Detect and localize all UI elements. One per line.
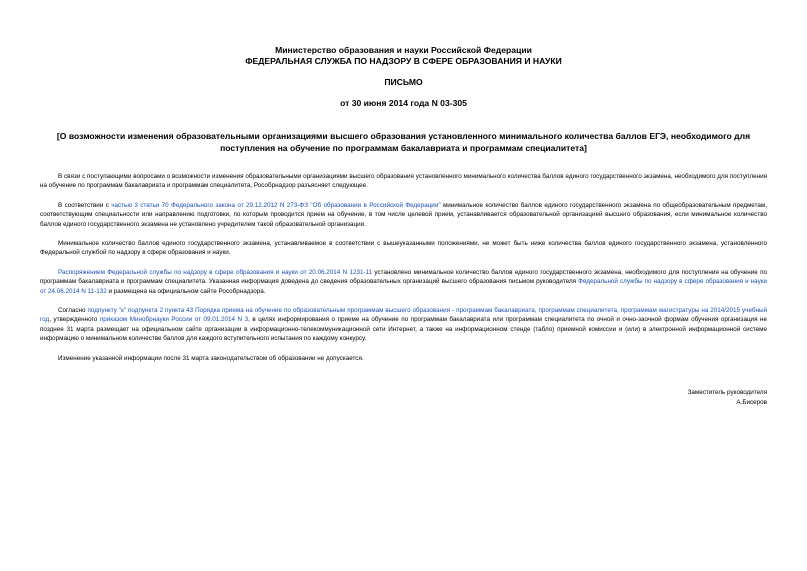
- paragraph-3: Минимальное количество баллов единого государственного экзамена, устанавливаемое в соответствии с вышеуказанными положениями, не может быть ниже количества баллов единого государственного экзамена, установленного Федеральной службой по надзору в сфере образования и науки.: [40, 240, 767, 257]
- paragraph-2-text-start: В соответствии с: [58, 201, 112, 209]
- letter-11-132-link[interactable]: Федеральной службы по надзору в сфере образования и науки от 24.06.2014 N 11-132: [40, 278, 767, 295]
- signatory-position: Заместитель руководителя: [687, 389, 767, 396]
- paragraph-1: В связи с поступающими вопросами о возможности изменения образовательными организациями высшего образования установленного минимального количества баллов единого государственного экзамена, необходимого для поступления на обучение по программам бакалавриата и программам специалитета, Рособрнадзор разъясняет следующее.: [40, 173, 767, 190]
- paragraph-5-text-end: , в целях информирования о приеме на обучение по программам бакалавриата или программам специалитета по очной и очно-заочной формам обучения организация не позднее 31 марта размещает на официальном сайте организации в информационно-телекоммуникационной сети Интернет, а также на информационном стенде (табло) приемной комиссии и (или) в электронной информационной системе информацию о минимальном количестве баллов для каждого вступительного испытания по каждому конкурсу.: [40, 316, 767, 343]
- signature-block: [688, 388, 767, 408]
- document-date: от 30 июня 2014 года N 03-305: [340, 98, 467, 108]
- document-header: [0, 45, 807, 67]
- paragraph-5-text-start: Согласно: [58, 307, 88, 315]
- paragraph-5: [40, 306, 767, 344]
- admission-order-subparagraph-link[interactable]: подпункту "к" подпункта 2 пункта 43 Порядка приема на обучение по образовательным программам высшего образования - программам бакалавриата, программам специалитета, программам магистратуры на 2014/2015 учебный год: [40, 307, 767, 324]
- law-273-link[interactable]: частью 3 статьи 70 Федерального закона от 29.12.2012 N 273-ФЗ "Об образовании в Российской Федерации": [111, 201, 441, 209]
- paragraph-4: [40, 268, 767, 296]
- order-1231-link[interactable]: Распоряжением Федеральной службы по надзору в сфере образования и науки от 20.06.2014 N 1231-11: [58, 268, 373, 276]
- paragraph-6: Изменение указанной информации после 31 марта законодательством об образовании не допускается.: [58, 354, 364, 362]
- paragraph-2: [40, 201, 767, 229]
- paragraph-2-text-end: минимальное количество баллов единого государственного экзамена по общеобразовательным предметам, соответствующим специальности или направлению подготовки, по которым проводится прием на обучение, в том числе целевой прием, устанавливается образовательной организацией высшего образования, если минимальное количество баллов единого государственного экзамена не установлено учредителем такой образовательной организации.: [40, 201, 767, 228]
- service-name: ФЕДЕРАЛЬНАЯ СЛУЖБА ПО НАДЗОРУ В СФЕРЕ ОБРАЗОВАНИЯ И НАУКИ: [245, 56, 562, 66]
- minobrnauki-order-link[interactable]: приказом Минобрнауки России от 09.01.2014 N 3: [99, 316, 249, 324]
- document-body: [40, 172, 767, 373]
- signatory-name: А.Бисеров: [736, 399, 767, 406]
- document-title: [О возможности изменения образовательными организациями высшего образования установленного минимального количества баллов ЕГЭ, необходимого для поступления на обучение по программам бакалавриата и программам специалитета]: [56, 131, 751, 153]
- paragraph-5-text-middle: , утвержденного: [49, 316, 100, 324]
- paragraph-4-text-end: и размещена на официальном сайте Рособрнадзора.: [106, 287, 266, 295]
- document-type: ПИСЬМО: [384, 77, 423, 87]
- paragraph-4-text-middle: установлено минимальное количество баллов единого государственного экзамена, необходимого для поступления на обучение по программам бакалавриата и программам специалитета. Указанная информация доведена до сведения образовательных организаций высшего образования письмом руководителя: [40, 268, 767, 286]
- ministry-name: Министерство образования и науки Российской Федерации: [275, 45, 532, 55]
